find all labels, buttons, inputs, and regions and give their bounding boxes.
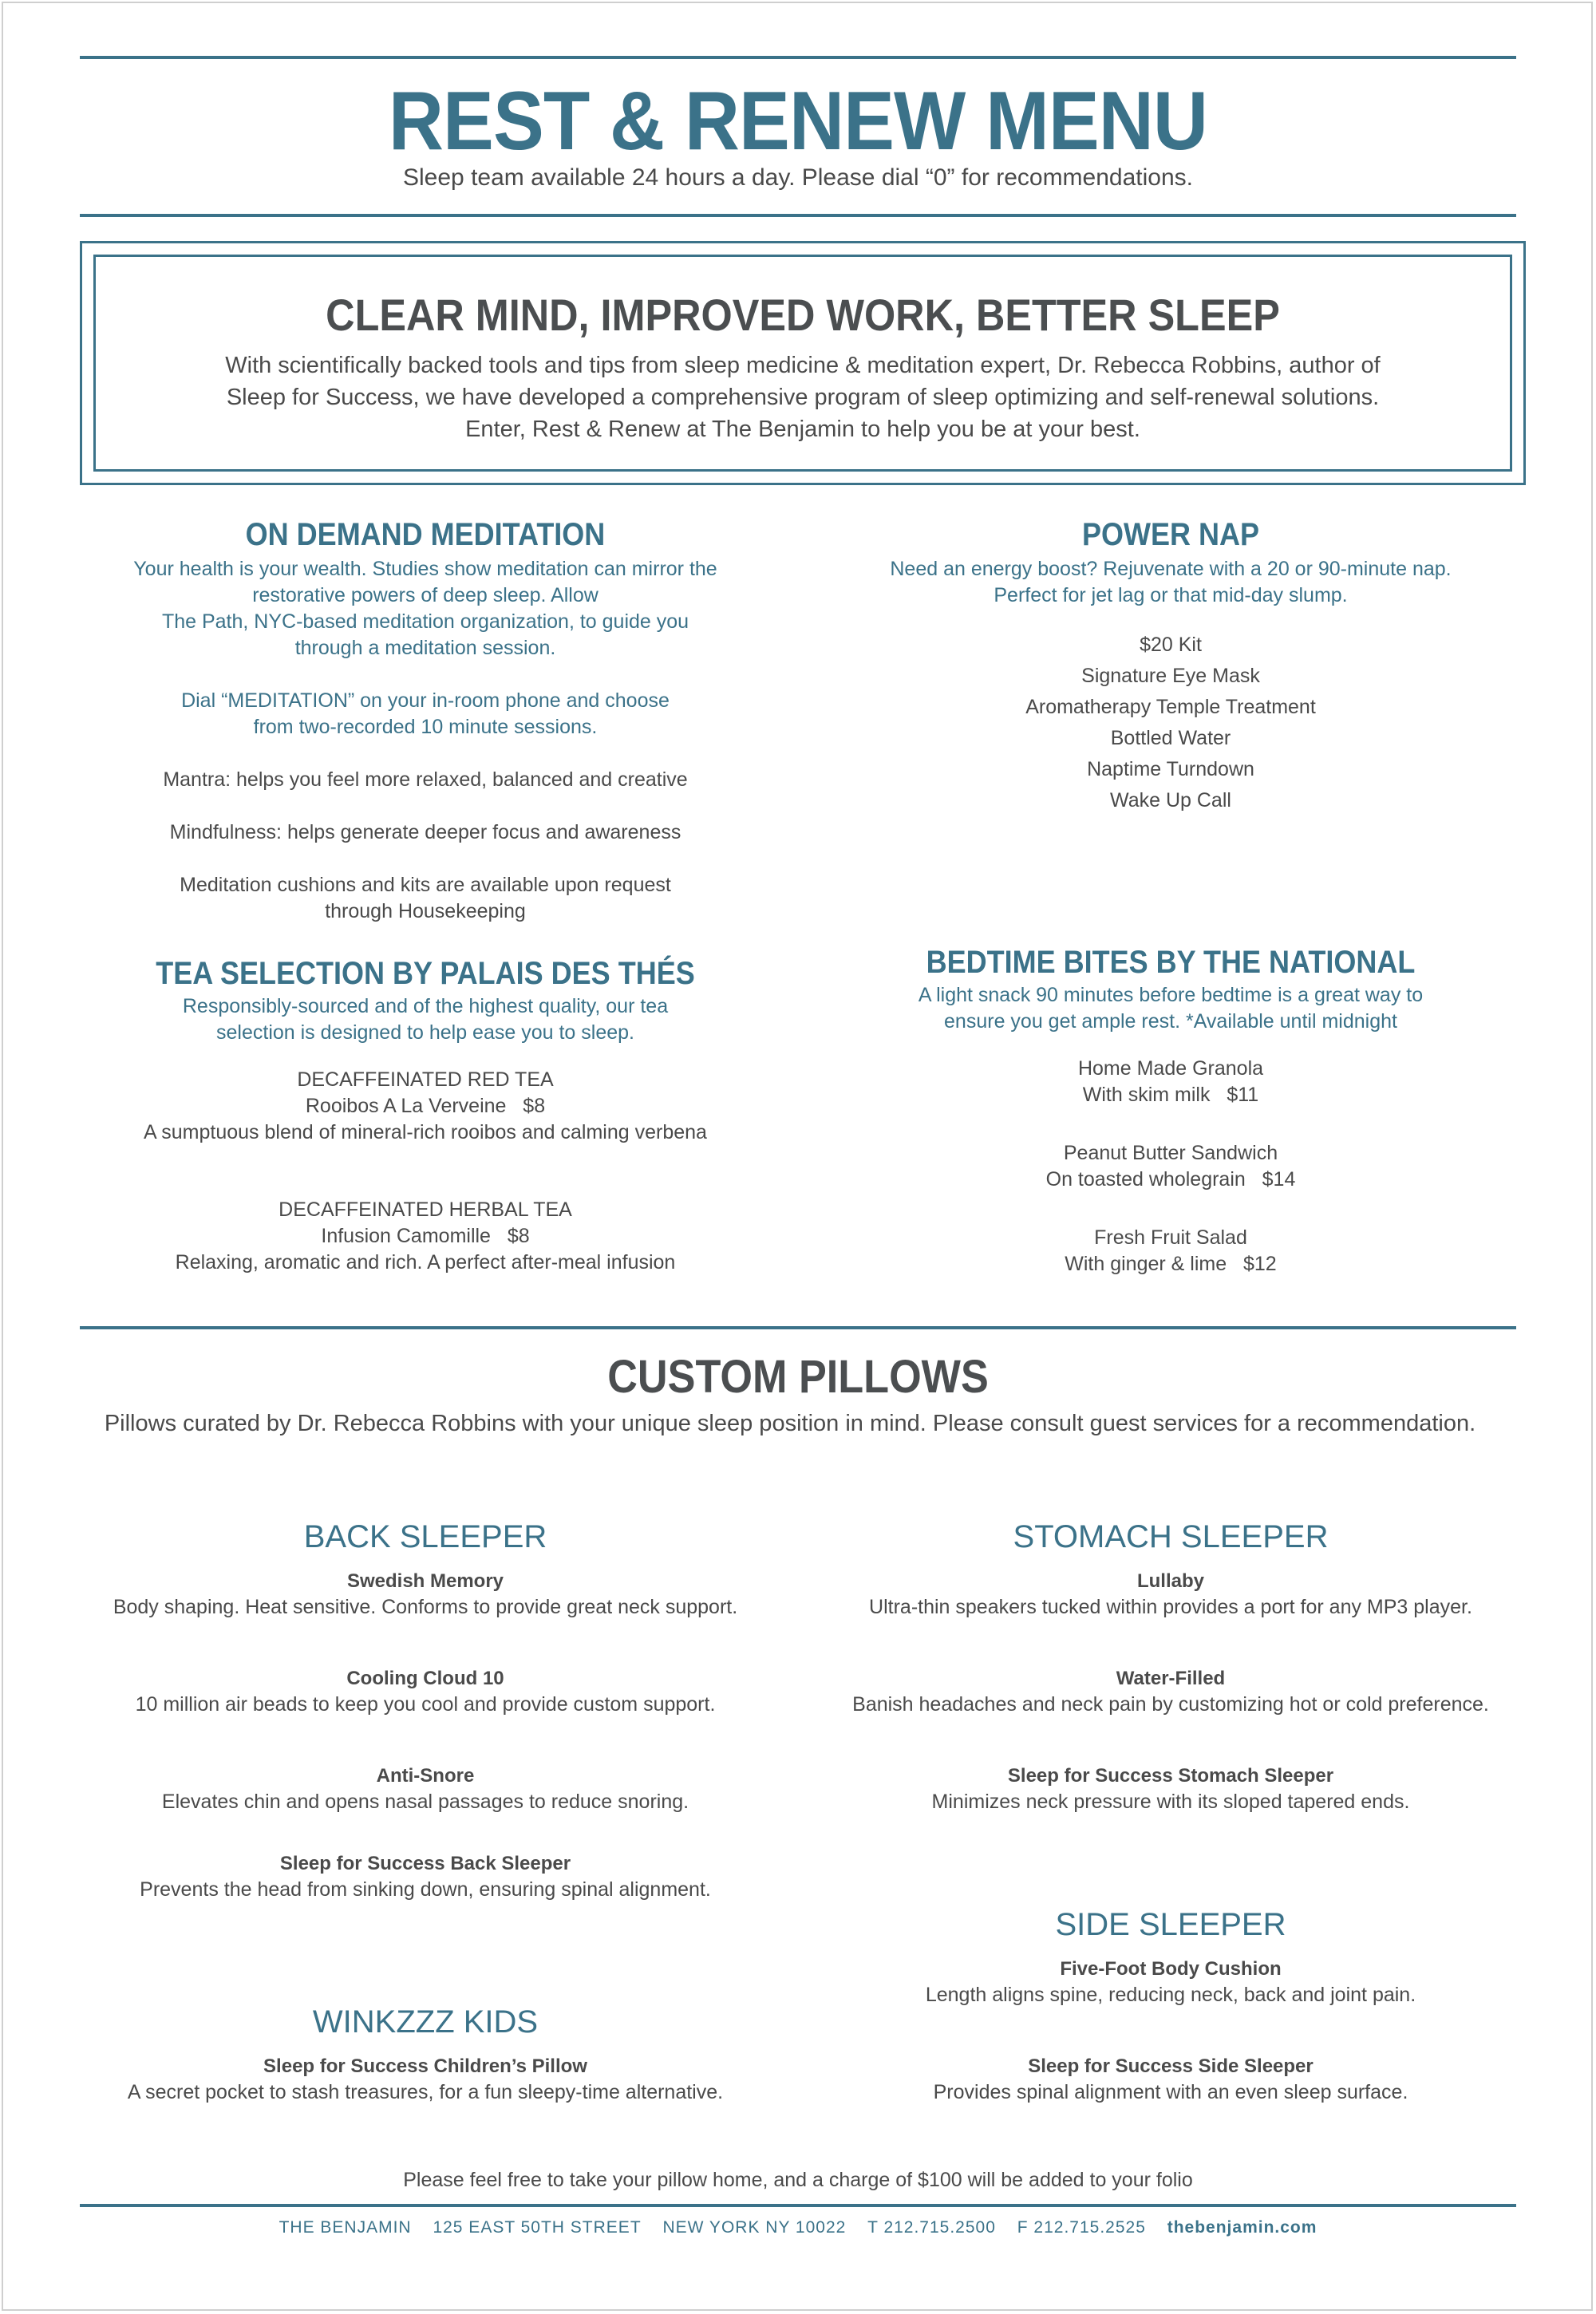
tea-category: DECAFFEINATED RED TEA — [297, 1068, 554, 1091]
bites-detail-price — [825, 1167, 1516, 1193]
pillows-heading: CUSTOM PILLOWS — [607, 1351, 989, 1403]
intro-text — [144, 349, 1462, 445]
pillow-name: Cooling Cloud 10 — [346, 1668, 504, 1689]
tea-desc-line: selection is designed to help ease you to sleep. — [216, 1021, 634, 1044]
power-nap-desc-line: Need an energy boost? Rejuvenate with a 20 or 90-minute nap. — [890, 558, 1452, 580]
meditation-desc-line: Your health is your wealth. Studies show meditation can mirror the — [133, 558, 717, 580]
bites-section — [825, 945, 1516, 1277]
intro-line: With scientifically backed tools and tips from sleep medicine & meditation expert, Dr. Rebecca Robbins, author of — [225, 353, 1381, 378]
footer-rule — [80, 2204, 1516, 2207]
intro-box-inner — [93, 255, 1512, 472]
pillow-name: Sleep for Success Stomach Sleeper — [1007, 1765, 1334, 1787]
pillow-item — [64, 2053, 787, 2106]
kit-item: $20 Kit — [1140, 634, 1202, 656]
intro-line: Sleep for Success, we have developed a comprehensive program of sleep optimizing and self-renewal solutions. — [226, 385, 1380, 410]
pillow-desc: Prevents the head from sinking down, ensuring spinal alignment. — [140, 1878, 711, 1901]
pillow-item — [64, 1568, 787, 1621]
tea-name-price — [80, 1093, 771, 1119]
tea-name-price — [80, 1223, 771, 1250]
pillow-name: Sleep for Success Side Sleeper — [1028, 2055, 1314, 2077]
pillow-desc: Body shaping. Heat sensitive. Conforms to provide great neck support. — [113, 1596, 738, 1618]
meditation-title: ON DEMAND MEDITATION — [245, 517, 606, 552]
meditation-mantra: Mantra: helps you feel more relaxed, balanced and creative — [163, 768, 688, 791]
power-nap-desc — [825, 556, 1516, 609]
meditation-cushions — [80, 872, 771, 925]
pillow-item — [809, 1956, 1532, 2008]
bites-detail-price — [825, 1251, 1516, 1277]
stomach-sleeper-title: STOMACH SLEEPER — [1013, 1519, 1329, 1554]
pillow-item — [809, 1568, 1532, 1621]
tea-desc — [80, 993, 771, 1046]
meditation-cushion-line: Meditation cushions and kits are available upon request — [180, 874, 671, 896]
footer-address: 125 EAST 50TH STREET — [433, 2218, 642, 2237]
pillow-name: Sleep for Success Children’s Pillow — [263, 2055, 587, 2077]
pillow-desc: Length aligns spine, reducing neck, back and joint pain. — [925, 1984, 1416, 2006]
footer-city: NEW YORK NY 10022 — [662, 2218, 847, 2237]
footer-phone: T 212.715.2500 — [867, 2218, 996, 2237]
pillow-name: Five-Foot Body Cushion — [1060, 1958, 1282, 1980]
pillow-desc: 10 million air beads to keep you cool and provide custom support. — [135, 1693, 716, 1716]
kids-section — [64, 2004, 787, 2106]
kit-item: Signature Eye Mask — [1081, 665, 1260, 687]
pillows-intro: Pillows curated by Dr. Rebecca Robbins with your unique sleep position in mind. Please consult guest services for a recommendation. — [104, 1411, 1476, 1436]
intro-heading: CLEAR MIND, IMPROVED WORK, BETTER SLEEP — [326, 290, 1280, 340]
kit-item: Wake Up Call — [1110, 789, 1231, 811]
pillow-desc: Ultra-thin speakers tucked within provides a port for any MP3 player. — [869, 1596, 1472, 1618]
power-nap-desc-line: Perfect for jet lag or that mid-day slump. — [994, 584, 1348, 606]
pillow-item — [64, 1763, 787, 1815]
pillow-desc: Banish headaches and neck pain by customizing hot or cold preference. — [852, 1693, 1489, 1716]
intro-line: Enter, Rest & Renew at The Benjamin to help you be at your best. — [465, 417, 1140, 442]
intro-box — [80, 241, 1526, 485]
meditation-dial-line: Dial “MEDITATION” on your in-room phone and choose — [181, 689, 670, 712]
power-nap-section — [825, 517, 1516, 816]
meditation-section — [80, 517, 771, 925]
kit-item: Aromatherapy Temple Treatment — [1025, 696, 1316, 718]
header-top-rule — [80, 56, 1516, 59]
pillow-item — [809, 1763, 1532, 1815]
power-nap-title: POWER NAP — [1081, 517, 1260, 552]
pillow-desc: Provides spinal alignment with an even sleep surface. — [933, 2081, 1408, 2103]
meditation-dial-line: from two-recorded 10 minute sessions. — [253, 716, 598, 738]
bites-detail: With skim milk — [1082, 1084, 1211, 1106]
pillow-name: Sleep for Success Back Sleeper — [279, 1853, 571, 1874]
tea-desc-text: Relaxing, aromatic and rich. A perfect after-meal infusion — [175, 1251, 676, 1273]
side-sleeper-title: SIDE SLEEPER — [1055, 1907, 1286, 1942]
pillow-item — [809, 2053, 1532, 2106]
tea-price: $8 — [523, 1095, 546, 1117]
meditation-desc-line: through a meditation session. — [294, 637, 556, 659]
back-sleeper-section — [64, 1519, 787, 1903]
tea-desc-line: Responsibly-sourced and of the highest quality, our tea — [182, 995, 669, 1017]
bites-name: Fresh Fruit Salad — [1094, 1226, 1247, 1249]
meditation-desc — [80, 556, 771, 661]
pillow-item — [809, 1665, 1532, 1718]
bites-detail: On toasted wholegrain — [1045, 1168, 1246, 1191]
pillow-name: Lullaby — [1136, 1570, 1204, 1592]
bites-price: $12 — [1242, 1253, 1277, 1275]
tea-item — [80, 1197, 771, 1276]
power-nap-kit — [825, 630, 1516, 816]
footer-fax: F 212.715.2525 — [1017, 2218, 1146, 2237]
pillow-name: Anti-Snore — [376, 1765, 475, 1787]
meditation-dial — [80, 688, 771, 740]
footer-hotel: THE BENJAMIN — [279, 2218, 412, 2237]
tea-category: DECAFFEINATED HERBAL TEA — [279, 1198, 572, 1221]
bites-name: Peanut Butter Sandwich — [1063, 1142, 1278, 1164]
footer-note: Please feel free to take your pillow home, and a charge of $100 will be added to your folio — [403, 2169, 1193, 2191]
tea-name: Infusion Camomille — [321, 1225, 491, 1247]
bites-name: Home Made Granola — [1077, 1057, 1264, 1080]
bites-item — [825, 1140, 1516, 1193]
kit-item: Bottled Water — [1110, 727, 1231, 749]
tea-name: Rooibos A La Verveine — [305, 1095, 507, 1117]
bites-item — [825, 1225, 1516, 1277]
bites-price: $14 — [1262, 1168, 1296, 1191]
side-sleeper-section — [809, 1907, 1532, 2106]
pillow-item — [64, 1665, 787, 1718]
bites-title: BEDTIME BITES BY THE NATIONAL — [926, 945, 1416, 980]
tea-desc-text: A sumptuous blend of mineral-rich rooibos and calming verbena — [144, 1121, 707, 1143]
tea-item — [80, 1067, 771, 1146]
bites-item — [825, 1056, 1516, 1108]
bites-desc-line: ensure you get ample rest. *Available until midnight — [944, 1010, 1397, 1033]
footer-website-link[interactable]: thebenjamin.com — [1167, 2218, 1317, 2237]
page-title: REST & RENEW MENU — [388, 75, 1208, 168]
pillow-name: Swedish Memory — [346, 1570, 504, 1592]
footer-contact — [80, 2218, 1516, 2237]
tea-section — [80, 956, 771, 1276]
bites-price: $11 — [1227, 1084, 1259, 1106]
pillow-desc: A secret pocket to stash treasures, for a fun sleepy-time alternative. — [127, 2081, 724, 2103]
pillows-top-rule — [80, 1326, 1516, 1329]
tea-price: $8 — [507, 1225, 530, 1247]
bites-desc-line: A light snack 90 minutes before bedtime is a great way to — [918, 984, 1424, 1006]
pillow-item — [64, 1850, 787, 1903]
header-bottom-rule — [80, 214, 1516, 217]
kids-title: WINKZZZ KIDS — [312, 2004, 539, 2040]
stomach-sleeper-section — [809, 1519, 1532, 1815]
bites-desc — [825, 982, 1516, 1035]
meditation-mindfulness: Mindfulness: helps generate deeper focus and awareness — [169, 821, 681, 843]
back-sleeper-title: BACK SLEEPER — [303, 1519, 547, 1554]
pillow-desc: Minimizes neck pressure with its sloped tapered ends. — [931, 1791, 1410, 1813]
kit-item: Naptime Turndown — [1087, 758, 1254, 780]
pillow-name: Water-Filled — [1116, 1668, 1226, 1689]
bites-detail: With ginger & lime — [1065, 1253, 1227, 1275]
bites-detail-price — [825, 1082, 1516, 1108]
meditation-desc-line: restorative powers of deep sleep. Allow — [252, 584, 598, 606]
meditation-cushion-line: through Housekeeping — [325, 900, 526, 922]
page-subtitle: Sleep team available 24 hours a day. Please dial “0” for recommendations. — [403, 164, 1193, 191]
pillow-desc: Elevates chin and opens nasal passages to reduce snoring. — [161, 1791, 689, 1813]
meditation-desc-line: The Path, NYC-based meditation organization, to guide you — [161, 610, 689, 633]
tea-title: TEA SELECTION BY PALAIS DES THÉS — [156, 956, 695, 991]
